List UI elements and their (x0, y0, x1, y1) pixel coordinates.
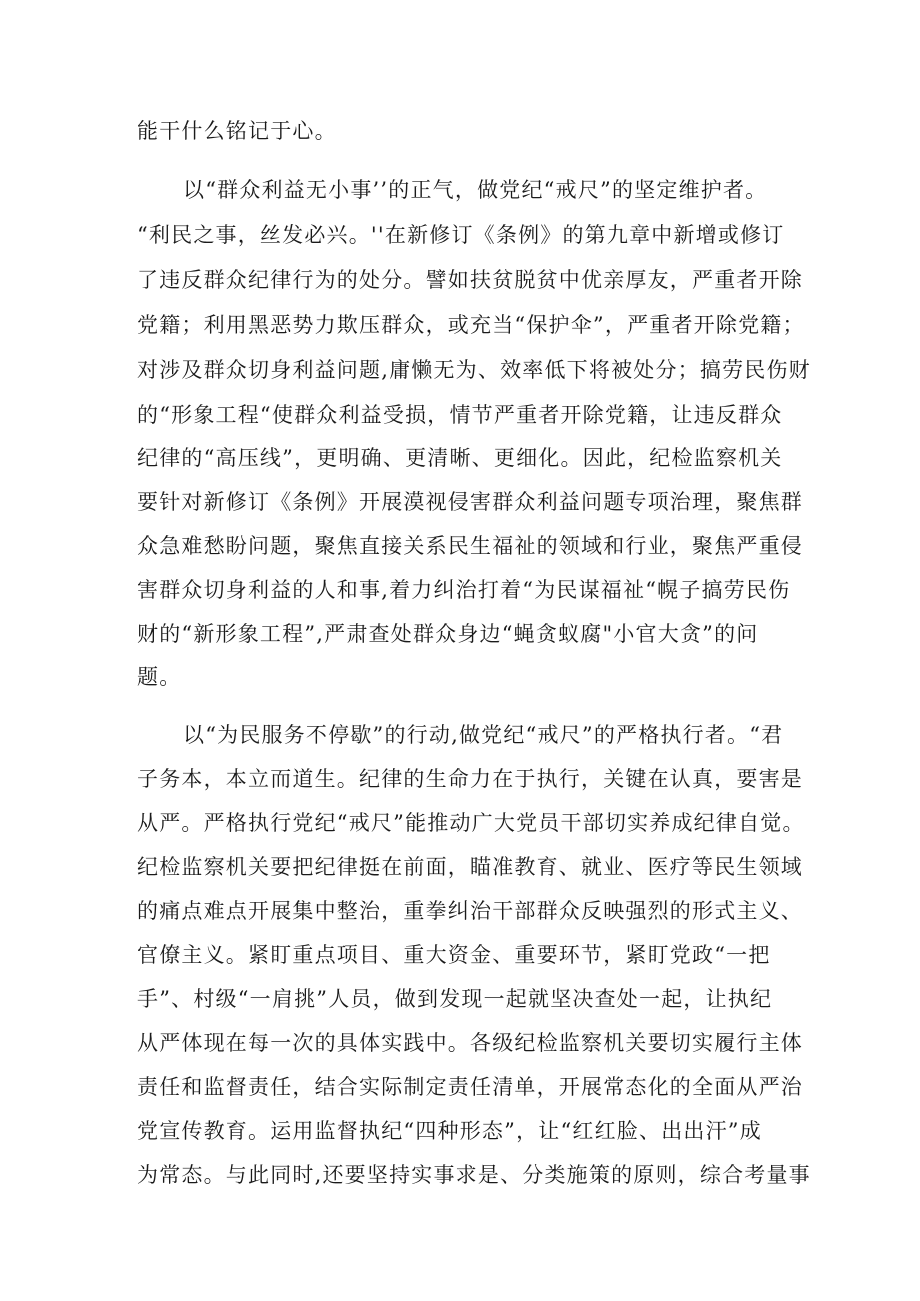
text-line: 纪律的“高压线”，更明确、更清晰、更细化。因此，纪检监察机关 (137, 446, 783, 470)
text-line: 党籍；利用黑恶势力欺压群众，或充当“保护伞”，严重者开除党籍； (137, 313, 805, 337)
text-line: 要针对新修订《条例》开展漠视侵害群众利益问题专项治理，聚焦群 (137, 490, 803, 514)
text-line: 责任和监督责任，结合实际制定责任清单，开展常态化的全面从严治 (137, 1075, 803, 1099)
text-line: 财的“新形象工程”,严肃查处群众身边“蝇贪蚁腐"小官大贪”的问 (137, 622, 759, 646)
text-line: 的痛点难点开展集中整治，重拳纠治干部群众反映强烈的形式主义、 (137, 899, 803, 923)
text-line: 了违反群众纪律行为的处分。譬如扶贫脱贫中优亲厚友，严重者开除 (137, 268, 803, 292)
text-line: 的“形象工程“使群众利益受损，情节严重者开除党籍，让违反群众 (137, 403, 783, 427)
text-line: 为常态。与此同时,还要坚持实事求是、分类施策的原则，综合考量事 (137, 1163, 811, 1187)
text-line: 从严。严格执行党纪“戒尺”能推动广大党员干部切实养成纪律自觉。 (137, 811, 805, 835)
text-line: “利民之事，丝发必兴。''在新修订《条例》的第九章中新增或修订 (137, 223, 785, 247)
text-line: 害群众切身利益的人和事,着力纠治打着“为民谋福祉“幌子搞劳民伤 (137, 578, 791, 602)
paragraph-first-line: 以“为民服务不停歇”的行动,做党纪“戒尺”的严格执行者。“君 (183, 723, 784, 747)
text-line: 党宣传教育。运用监督执纪“四种形态”，让“红红脸、出出汗”成 (137, 1119, 762, 1143)
text-line: 对涉及群众切身利益问题,庸懒无为、效率低下将被处分；搞劳民伤财 (137, 358, 811, 382)
text-line: 纪检监察机关要把纪律挺在前面，瞄准教育、就业、医疗等民生领域 (137, 855, 803, 879)
text-line: 题。 (137, 665, 182, 689)
text-line: 众急难愁盼问题，聚焦直接关系民生福祉的领域和行业，聚焦严重侵 (137, 534, 803, 558)
text-line: 官僚主义。紧盯重点项目、重大资金、重要环节，紧盯党政“一把 (137, 943, 771, 967)
text-line: 子务本，本立而道生。纪律的生命力在于执行，关键在认真，要害是 (137, 767, 803, 791)
text-line: 手”、村级“一肩挑”人员，做到发现一起就坚决查处一起，让执纪 (137, 987, 773, 1011)
paragraph-first-line: 以“群众利益无小事’’的正气，做党纪“戒尺”的坚定维护者。 (183, 178, 768, 202)
text-line: 能干什么铭记于心。 (137, 119, 337, 143)
text-line: 从严体现在每一次的具体实践中。各级纪检监察机关要切实履行主体 (137, 1031, 803, 1055)
